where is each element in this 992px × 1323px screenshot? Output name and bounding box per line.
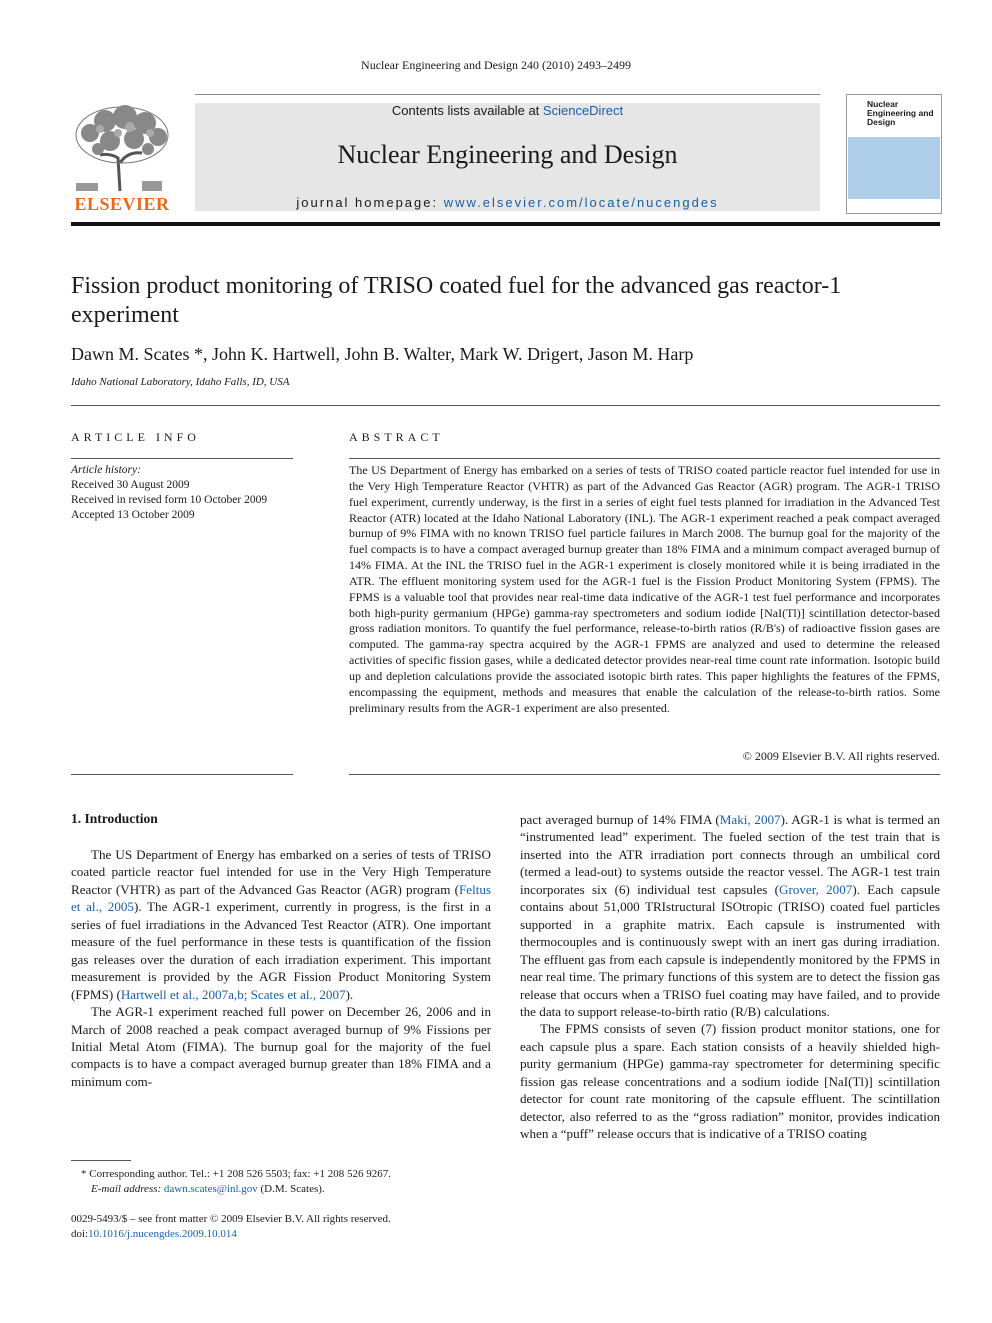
publisher-name: ELSEVIER [74,194,170,214]
journal-cover-thumbnail[interactable] [846,94,942,214]
sciencedirect-link[interactable]: ScienceDirect [542,103,624,118]
article-info-rule [71,458,293,459]
intro-paragraph-2: The AGR-1 experiment reached full power on December 26, 2006 and in March of 2008 reached a peak compact averaged burnup of 9% Fissions per Initial Metal Atom (FIMA). The burnup goal for the majority of the fuel compacts is to have a compact averaged burnup greater than 18% FIMA and a minimum com- [71,1004,491,1089]
abstract-bottom-rule [349,774,940,775]
header-divider [71,222,940,226]
ref-feltus-2005[interactable]: Feltus et al., 2005 [71,881,491,915]
author-list: Dawn M. Scates *, John K. Hartwell, John B. Walter, Mark W. Drigert, Jason M. Harp [71,344,694,364]
abstract-rule [349,458,940,459]
cover-title: Nuclear Engineering and Design [867,99,934,127]
issn-line: 0029-5493/$ – see front matter © 2009 Elsevier B.V. All rights reserved. [71,1213,391,1225]
journal-title: Nuclear Engineering and Design [337,140,678,169]
email-line: E-mail address: dawn.scates@inl.gov (D.M. Scates). [91,1183,325,1195]
article-info-bottom-rule [71,774,293,775]
body-column-right [520,811,940,1143]
history-label: Article history: [71,464,141,476]
elsevier-logo[interactable] [70,103,174,215]
article-info-heading: ARTICLE INFO [71,430,200,444]
contents-line [195,103,820,118]
journal-citation: Nuclear Engineering and Design 240 (2010) 2493–2499 [361,58,631,72]
body-column-left [71,846,491,1090]
doi-link[interactable]: 10.1016/j.nucengdes.2009.10.014 [88,1228,237,1240]
footnote-rule [71,1160,131,1161]
accepted-date: Accepted 13 October 2009 [71,509,195,521]
corresponding-author-contact: * Corresponding author. Tel.: +1 208 526 5503; fax: +1 208 526 9267. [81,1168,391,1180]
elsevier-tree-icon [70,103,174,193]
ref-hartwell-scates-2007[interactable]: Hartwell et al., 2007a,b; Scates et al., 2007 [120,986,346,1002]
abstract-text: The US Department of Energy has embarked on a series of tests of TRISO coated particle reactor fuel intended for use in the Very High Temperature Reactor (VHTR) as part of the Advanced Gas Reactor (AGR) program. The AGR-1 TRISO fuel experiment, currently underway, is the first in a series of eight fuel tests planned for irradiation in the Advanced Test Reactor (ATR) located at the Idaho National Laboratory (INL). The AGR-1 experiment reached a peak compact averaged burnup of 9% FIMA with no known TRISO fuel particle failures in March 2008. The burnup goal for the majority of the fuel compacts is to have a compact averaged burnup greater than 18% FIMA and a minimum compact averaged burnup of 14% FIMA. At the INL the TRISO fuel in the AGR-1 experiment is closely monitored while it is being irradiated in the ATR. The effluent monitoring system used for the AGR-1 fuel is the Fission Product Monitoring System (FPMS). The FPMS is a valuable tool that provides near real-time data indicative of the AGR-1 test fuel performance and incorporates both high-purity germanium (HPGe) gamma-ray spectrometers and sodium iodide [NaI(Tl)] scintillation detector-based gross radiation monitors. To quantify the fuel performance, release-to-birth ratios (R/B's) of radioactive fission gases are computed. The gamma-ray spectra acquired by the AGR-1 FPMS are analyzed and used to determine the released activities of specific fission gases, while a dedicated detector provides near-real time count rate information. Isotopic build up and depletion calculations provide the associated isotopic birth rates. This paper highlights the features of the FPMS, encompassing the equipment, methods and measures that enable the calculation of the release-to-birth ratios. Some preliminary results from the AGR-1 experiment are also presented. [349,463,940,715]
homepage-link[interactable]: www.elsevier.com/locate/nucengdes [443,195,719,210]
intro-paragraph-1: The US Department of Energy has embarked on a series of tests of TRISO coated particle reactor fuel intended for use in the Very High Temperature Reactor (VHTR) as part of the Advanced Gas Reactor (AGR) program (Feltus et al., 2005). The AGR-1 experiment, currently in progress, is the first in a series of fuel irradiations in the Advanced Test Reactor (ATR). One important measure of the fuel performance in these tests is quantification of the fission gas releases over the duration of each irradiation experiment. This important measurement is provided by the AGR Fission Product Monitoring System (FPMS) (Hartwell et al., 2007a,b; Scates et al., 2007). [71,847,491,1002]
author-email-link[interactable]: dawn.scates@inl.gov [163,1183,258,1195]
ref-grover-2007[interactable]: Grover, 2007 [779,881,853,897]
journal-homepage [195,195,820,210]
doi-line: doi:10.1016/j.nucengdes.2009.10.014 [71,1228,237,1240]
affiliation: Idaho National Laboratory, Idaho Falls, ID, USA [71,376,290,388]
section-heading-introduction: 1. Introduction [71,811,158,826]
revised-date: Received in revised form 10 October 2009 [71,494,268,506]
received-date: Received 30 August 2009 [71,479,190,491]
ref-maki-2007[interactable]: Maki, 2007 [719,812,781,827]
front-matter [71,1212,491,1242]
corresponding-author-footnote [71,1167,491,1197]
cover-image-band [848,137,940,199]
contents-prefix: Contents lists available at [391,103,540,118]
abstract-heading: ABSTRACT [349,430,444,444]
header-top-rule [195,94,820,95]
title-divider [71,405,940,406]
intro-paragraph-2-continued: pact averaged burnup of 14% FIMA (Maki, 2007). AGR-1 is what is termed an “instrumented lead” experiment. The fueled section of the test train that is inserted into the ATR irradiation port connects through an umbilical cord (termed a lead-out) to systems outside the reactor vessel. The AGR-1 test train incorporates six (6) individual test capsules (Grover, 2007). Each capsule contains about 51,000 TRIstructural ISOtropic (TRISO) coated fuel particles supported in a graphite matrix. Each capsule is instrumented with thermocouples and is continuously swept with an inert gas during irradiation. The effluent gas from each capsule is independently monitored by the FPMS in near real time. The primary functions of this system are to detect the fission gas release that occurs when a TRISO fuel coating may have failed, and to provide the data to support release-to-birth ratio (R/B) calculations. [520,812,941,1019]
homepage-prefix: journal homepage: [296,195,439,210]
article-history [71,463,293,523]
intro-paragraph-3: The FPMS consists of seven (7) fission product monitor stations, one for each capsule plus a spare. Each station consists of a heavily shielded high-purity germanium (HPGe) gamma-ray spectrometer for determining specific fission gas release concentrations and a sodium iodide [NaI(Tl)] scintillation detector for count rate monitoring of the capsule effluent. The scintillation detector, also referred to as the “gross radiation” monitor, provides indication when a “puff” release occurs that is indicative of a TRISO coating [520,1021,940,1142]
abstract-copyright: © 2009 Elsevier B.V. All rights reserved. [742,749,940,763]
article-title: Fission product monitoring of TRISO coated fuel for the advanced gas reactor-1 experiment [71,273,842,328]
